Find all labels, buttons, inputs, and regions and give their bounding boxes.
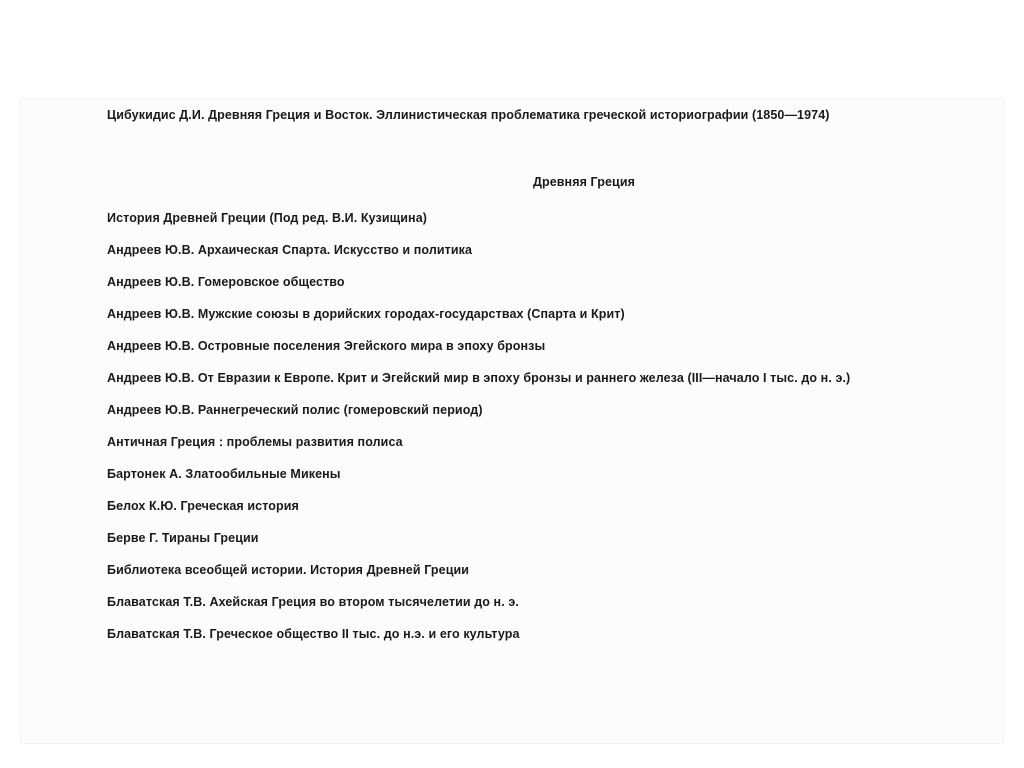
book-list-item: Андреев Ю.В. Гомеровское общество [107,275,345,289]
book-list-item: Бартонек А. Златообильные Микены [107,467,341,481]
document-header: Цибукидис Д.И. Древняя Греция и Восток. Эллинистическая проблематика греческой историографии (1850—1974) [107,108,830,122]
book-list-item: История Древней Греции (Под ред. В.И. Кузищина) [107,211,428,225]
document-content [107,108,1024,659]
book-list [107,211,1024,642]
book-list-item: Андреев Ю.В. От Евразии к Европе. Крит и Эгейский мир в эпоху бронзы и раннего железа (III—начало I тыс. до н. э.) [107,371,851,385]
book-list-item: Библиотека всеобщей истории. История Древней Греции [107,563,470,577]
book-list-item: Андреев Ю.В. Мужские союзы в дорийских городах-государствах (Спарта и Крит) [107,307,625,321]
book-list-item: Блаватская Т.В. Ахейская Греция во втором тысячелетии до н. э. [107,595,519,609]
book-list-item: Берве Г. Тираны Греции [107,531,259,545]
book-list-item: Белох К.Ю. Греческая история [107,499,299,513]
book-list-item: Античная Греция : проблемы развития полиса [107,435,403,449]
book-list-item: Андреев Ю.В. Архаическая Спарта. Искусство и политика [107,243,473,257]
book-list-item: Андреев Ю.В. Раннегреческий полис (гомеровский период) [107,403,483,417]
book-list-item: Андреев Ю.В. Островные поселения Эгейского мира в эпоху бронзы [107,339,546,353]
section-title: Древняя Греция [532,175,636,189]
book-list-item: Блаватская Т.В. Греческое общество II тыс. до н.э. и его культура [107,627,520,641]
